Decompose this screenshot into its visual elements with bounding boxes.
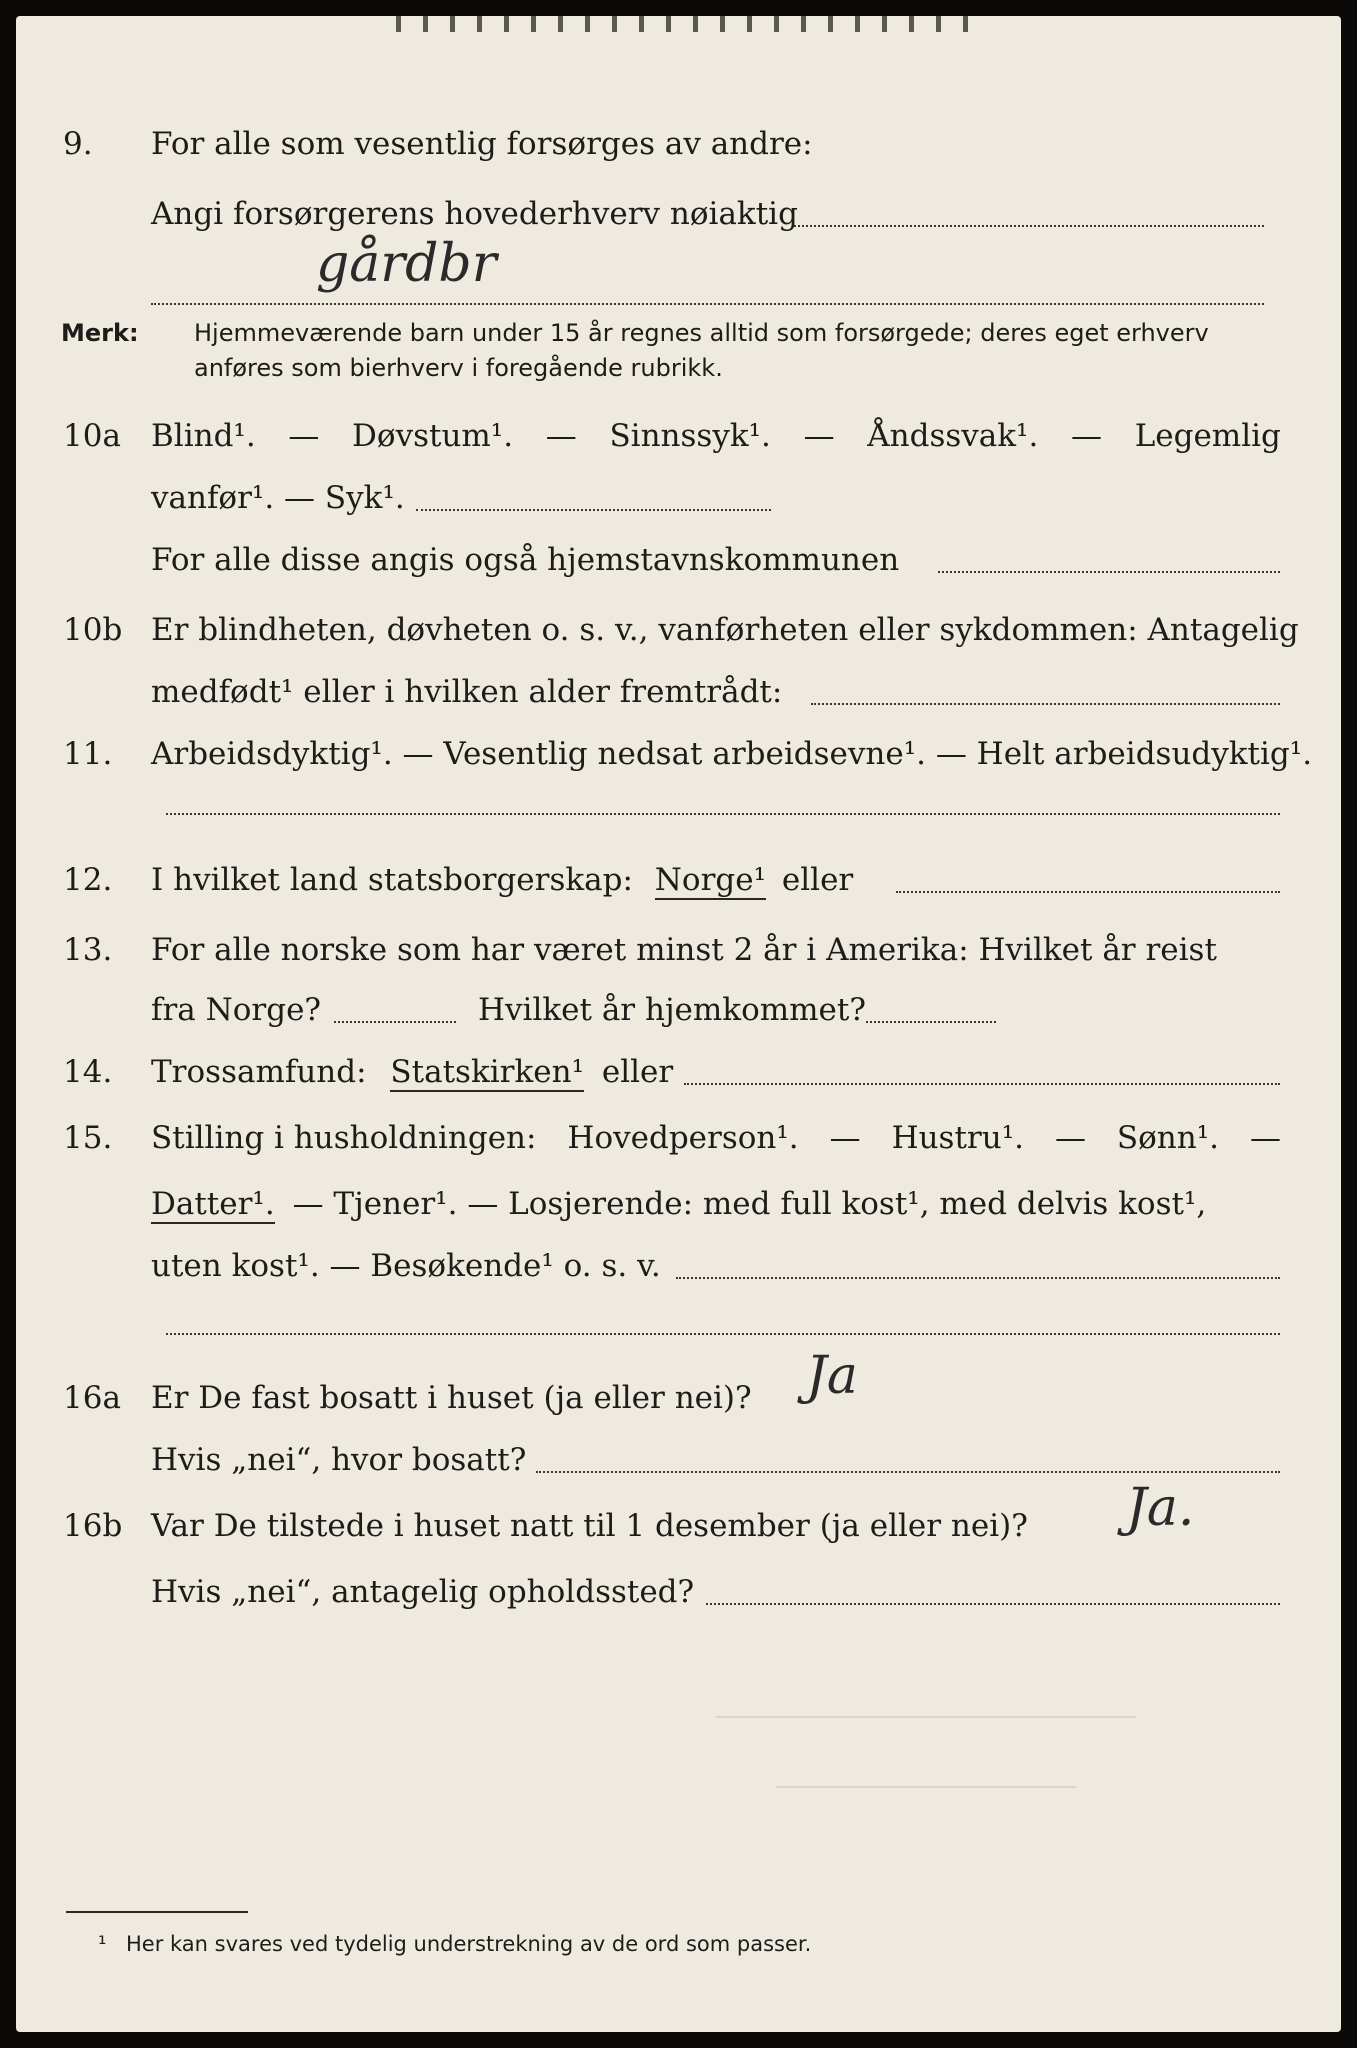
q10a-number: 10a [63, 418, 121, 454]
q15-options-3: uten kost¹. — Besøkende¹ o. s. v. [151, 1248, 661, 1284]
q12-prefix: I hvilket land statsborgerskap: [151, 862, 633, 898]
q12-question [151, 860, 853, 900]
q10a-hjemstavn: For alle disse angis også hjemstavnskommunen [151, 542, 900, 578]
q10b-question: Er blindheten, døvheten o. s. v., vanførheten eller sykdommen: Antagelig [151, 612, 1299, 648]
q13-hjemkommet: Hvilket år hjemkommet? [478, 992, 866, 1028]
q14-answer-line [684, 1082, 1280, 1085]
q10a-opt-legemlig: Legemlig [1134, 418, 1281, 454]
q9-instruction: Angi forsørgerens hovederhverv nøiaktig [151, 196, 798, 232]
q9-answer-line-2 [151, 302, 1264, 305]
q10a-dash-2: — [545, 418, 577, 454]
q15-options-2 [151, 1184, 1206, 1224]
bleed-through-mark-1 [716, 1716, 1136, 1720]
q12-number: 12. [63, 862, 113, 898]
q15-dash-3: — [1249, 1120, 1281, 1156]
q15-answer-line-1 [676, 1276, 1280, 1279]
q10a-opt-andssvak: Åndssvak¹. [867, 418, 1039, 454]
q10a-opt-sinnssyk: Sinnssyk¹. [609, 418, 771, 454]
q11-options: Arbeidsdyktig¹. — Vesentlig nedsat arbeidsevne¹. — Helt arbeidsudyktig¹. [151, 736, 1313, 772]
q13-question: For alle norske som har været minst 2 år i Amerika: Hvilket år reist [151, 932, 1217, 968]
q10a-options [151, 416, 1281, 456]
footnote-rule [66, 1911, 248, 1913]
q10a-dash-1: — [288, 418, 320, 454]
merk-text-2: anføres som bierhverv i foregående rubrikk. [194, 354, 723, 382]
q9-question: For alle som vesentlig forsørges av andre: [151, 126, 813, 162]
q12-answer-line [896, 890, 1280, 893]
q15-opt-hovedperson: Hovedperson¹. [567, 1120, 799, 1156]
q15-opt-hustru: Hustru¹. [891, 1120, 1024, 1156]
q11-answer-row [16, 786, 1341, 826]
q10b-answer-line [811, 702, 1280, 705]
q12-norge-underlined: Norge¹ [654, 862, 767, 898]
q9-number: 9. [63, 126, 93, 162]
q15-label: Stilling i husholdningen: [151, 1120, 537, 1156]
q15-datter-underlined: Datter¹. [151, 1186, 275, 1222]
q15-answer-row [16, 1306, 1341, 1346]
q10a-dash-3: — [803, 418, 835, 454]
q10a-opt-blind: Blind¹. [151, 418, 256, 454]
q13-reist-line [334, 1020, 456, 1023]
q12-eller: eller [781, 862, 854, 898]
q16a-hvis-nei: Hvis „nei“, hvor bosatt? [151, 1442, 527, 1478]
q14-question [151, 1052, 673, 1092]
q16a-question: Er De fast bosatt i huset (ja eller nei)? [151, 1380, 752, 1416]
q14-number: 14. [63, 1054, 113, 1090]
q16a-answer-line [536, 1470, 1280, 1473]
q16b-handwritten-answer: Ja. [1126, 1478, 1195, 1538]
q15-dash-2: — [1054, 1120, 1086, 1156]
merk-label: Merk: [61, 319, 139, 347]
q11-number: 11. [63, 736, 113, 772]
q13-number: 13. [63, 932, 113, 968]
q15-options-1 [151, 1118, 1281, 1158]
q13-hjemkommet-line [866, 1020, 996, 1023]
q15-opt-sonn: Sønn¹. [1116, 1120, 1220, 1156]
q10a-opt-dovstum: Døvstum¹. [352, 418, 514, 454]
q10b-number: 10b [63, 612, 123, 648]
footnote-text: Her kan svares ved tydelig understrekning av de ord som passer. [126, 1932, 812, 1956]
q10a-dash-4: — [1071, 418, 1103, 454]
top-edge-marks [396, 16, 1056, 34]
q14-eller: eller [601, 1054, 674, 1090]
q10b-question-2: medfødt¹ eller i hvilken alder fremtrådt: [151, 674, 783, 710]
q15-options-rest: — Tjener¹. — Losjerende: med full kost¹, med delvis kost¹, [292, 1186, 1207, 1222]
q14-statskirken-underlined: Statskirken¹ [390, 1054, 584, 1090]
q15-dash-1: — [829, 1120, 861, 1156]
merk-text-1: Hjemmeværende barn under 15 år regnes alltid som forsørgede; deres eget erhverv [194, 319, 1209, 347]
q9-answer-row [16, 234, 1341, 314]
q16a-number: 16a [63, 1380, 121, 1416]
q9-answer-line-1 [794, 224, 1264, 227]
q16b-number: 16b [63, 1508, 123, 1544]
q16a-handwritten-answer: Ja [806, 1346, 858, 1406]
q10a-hjemstavn-line [938, 570, 1280, 573]
bleed-through-mark-2 [776, 1786, 1076, 1790]
q16b-question: Var De tilstede i huset natt til 1 desember (ja eller nei)? [151, 1508, 1028, 1544]
q14-prefix: Trossamfund: [151, 1054, 367, 1090]
q15-number: 15. [63, 1120, 113, 1156]
census-form-page [16, 16, 1341, 2032]
q16b-hvis-nei: Hvis „nei“, antagelig opholdssted? [151, 1574, 695, 1610]
q10a-syk-line [416, 508, 771, 511]
q10a-vanfor-syk: vanfør¹. — Syk¹. [151, 480, 405, 516]
q16b-answer-line [706, 1602, 1280, 1605]
q11-answer-line [166, 812, 1280, 815]
q15-answer-line-2 [166, 1332, 1280, 1335]
q9-handwritten-answer: gårdbr [316, 234, 497, 294]
footnote-mark: ¹ [98, 1932, 107, 1956]
q13-reist: fra Norge? [151, 992, 322, 1028]
